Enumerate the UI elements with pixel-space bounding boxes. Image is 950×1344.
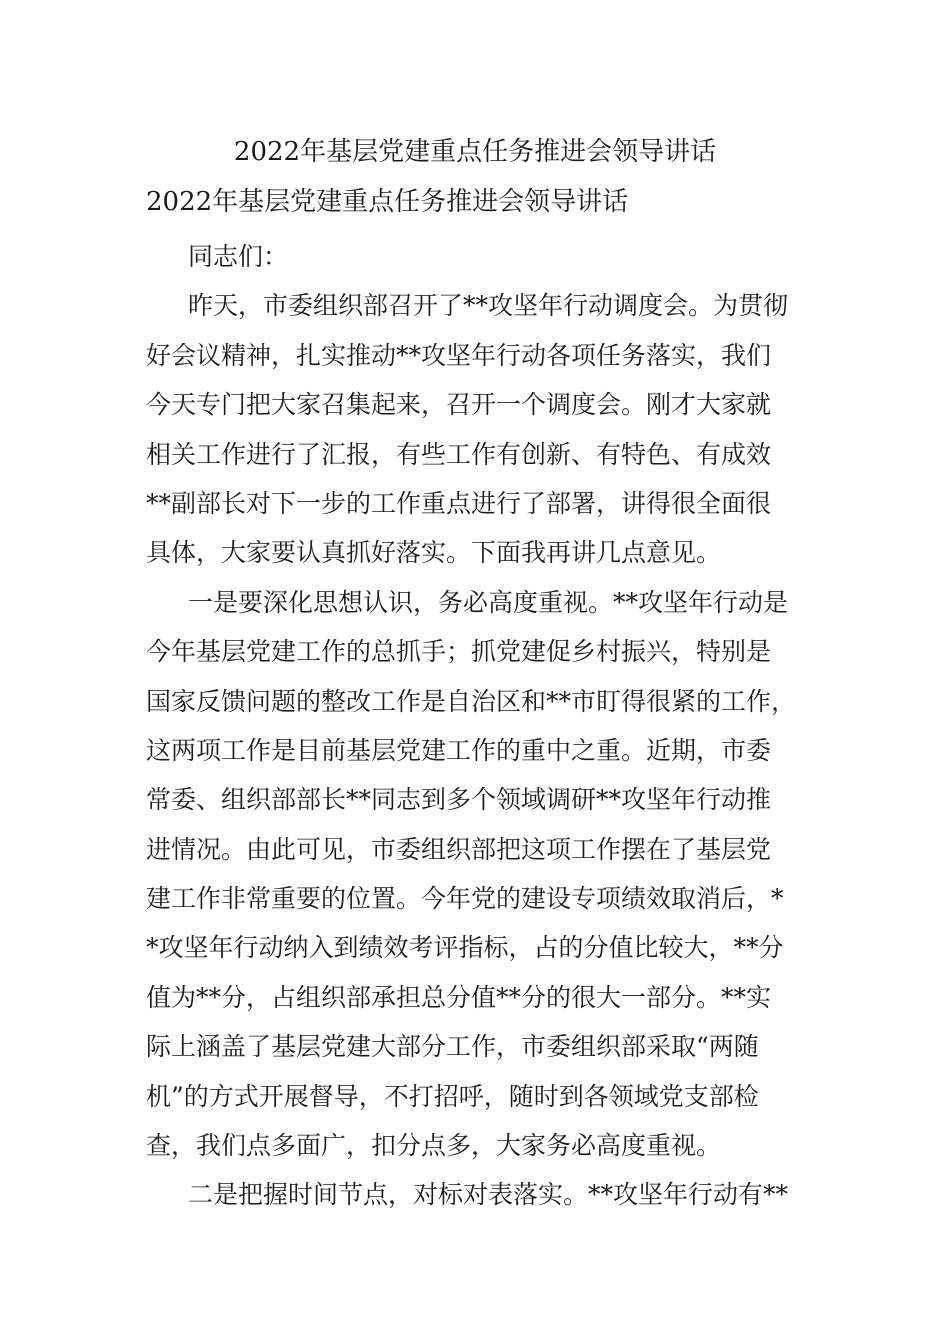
text-line: 好会议精神，扎实推动**攻坚年行动各项任务落实，我们 — [146, 340, 772, 370]
text-line: 昨天，市委组织部召开了**攻坚年行动调度会。为贯彻 — [188, 291, 789, 321]
text-line: *攻坚年行动纳入到绩效考评指标，占的分值比较大，**分 — [146, 933, 784, 963]
text-line: 二是把握时间节点，对标对表落实。**攻坚年行动有** — [188, 1180, 789, 1210]
text-line: 建工作非常重要的位置。今年党的建设专项绩效取消后，* — [146, 884, 784, 914]
text-line: 查，我们点多面广，扣分点多，大家务必高度重视。 — [146, 1131, 722, 1161]
text-line: 际上涵盖了基层党建大部分工作，市委组织部采取“两随 — [146, 1032, 759, 1062]
document-subtitle: 2022年基层党建重点任务推进会领导讲话 — [146, 187, 629, 217]
text-line: 机”的方式开展督导，不打招呼，随时到各领域党支部检 — [146, 1081, 759, 1111]
text-line: 进情况。由此可见，市委组织部把这项工作摆在了基层党 — [146, 834, 772, 864]
text-line: **副部长对下一步的工作重点进行了部署，讲得很全面很 — [146, 488, 772, 518]
text-line: 同志们： — [188, 242, 289, 271]
document-title: 2022年基层党建重点任务推进会领导讲话 — [233, 137, 717, 167]
text-line: 值为**分，占组织部承担总分值**分的很大一部分。**实 — [146, 982, 772, 1012]
text-line: 今年基层党建工作的总抓手；抓党建促乡村振兴，特别是 — [146, 637, 772, 667]
text-line: 具体，大家要认真抓好落实。下面我再讲几点意见。 — [146, 538, 722, 568]
text-line: 一是要深化思想认识，务必高度重视。**攻坚年行动是 — [188, 587, 789, 617]
text-line: 国家反馈问题的整改工作是自治区和**市盯得很紧的工作， — [146, 686, 797, 716]
text-line: 相关工作进行了汇报，有些工作有创新、有特色、有成效 — [146, 439, 772, 469]
text-line: 今天专门把大家召集起来，召开一个调度会。刚才大家就 — [146, 390, 772, 420]
document-body — [146, 232, 826, 1220]
text-line: 常委、组织部部长**同志到多个领域调研**攻坚年行动推 — [146, 785, 772, 815]
text-line: 这两项工作是目前基层党建工作的重中之重。近期，市委 — [146, 735, 772, 765]
